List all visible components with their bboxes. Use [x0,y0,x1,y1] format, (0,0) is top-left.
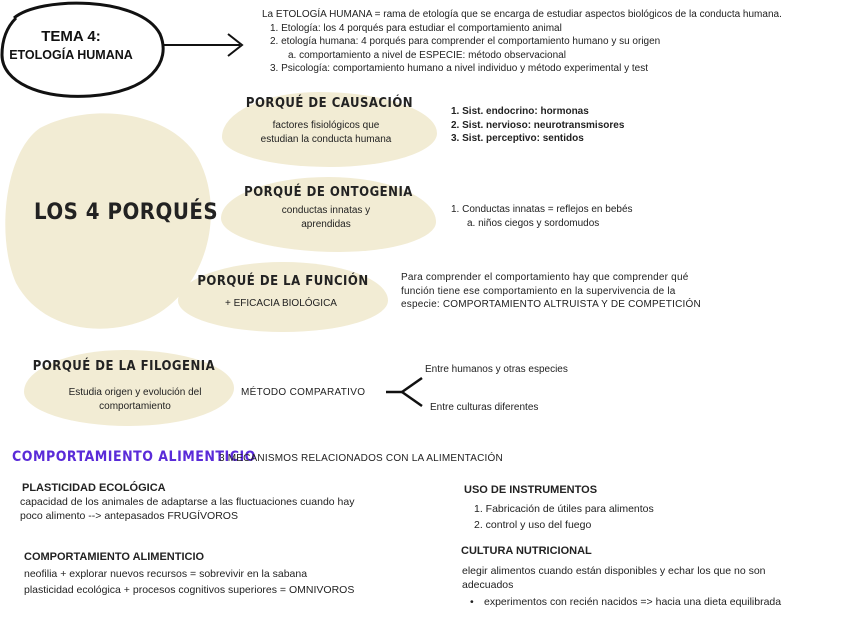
intro-block [262,8,842,76]
big-title: LOS 4 PORQUÉS [34,200,219,225]
causacion-item-1: 1. Sist. endocrino: hormonas [451,106,589,117]
fork-arrow-icon [384,372,428,410]
funcion-desc: + EFICACIA BIOLÓGICA [225,298,337,309]
instrumentos-title: USO DE INSTRUMENTOS [464,484,598,496]
causacion-item-3: 3. Sist. perceptivo: sentidos [451,133,584,144]
alimenticio-subtitle: 3 MECANISMOS RELACIONADOS CON LA ALIMENTACIÓN [219,453,503,464]
intro-item-2: 2. etología humana: 4 porqués para comprender el comportamiento humano y su origen [270,36,661,47]
funcion-text: Para comprender el comportamiento hay que comprender qué función tiene ese comportamiento en la supervivencia de la especie: COMPORTAMIENTO ALTRUISTA Y DE COMPETICIÓN [401,272,701,310]
ontogenia-item-1a: a. niños ciegos y sordomudos [467,217,600,229]
instrumentos-item-1: 1. Fabricación de útiles para alimentos [474,503,654,515]
cultura-title: CULTURA NUTRICIONAL [461,545,592,557]
ontogenia-list [451,203,633,230]
arrow-right-icon [162,30,248,60]
intro-item-1: 1. Etología: los 4 porqués para estudiar el comportamiento animal [270,22,562,34]
comportamiento-title: COMPORTAMIENTO ALIMENTICIO [24,551,205,563]
cultura-text: elegir alimentos cuando están disponibles y echar los que no son adecuados [462,565,766,591]
bullet-icon: • [470,596,474,608]
ontogenia-title: PORQUÉ DE ONTOGENIA [244,185,413,200]
intro-item-3: 3. Psicología: comportamiento humano a nivel individuo y método experimental y test [270,63,648,74]
intro-item-2a: a. comportamiento a nivel de ESPECIE: método observacional [288,49,566,61]
tema-label [0,27,142,65]
causacion-list [451,105,624,146]
instrumentos-item-2: 2. control y uso del fuego [474,519,592,531]
plasticidad-text: capacidad de los animales de adaptarse a las fluctuaciones cuando hay poco alimento --> antepasados FRUGÍVOROS [20,496,355,522]
filogenia-title: PORQUÉ DE LA FILOGENIA [32,359,216,374]
cultura-bullet-text: experimentos con recién nacidos => hacia una dieta equilibrada [484,596,782,608]
tema-line2: ETOLOGÍA HUMANA [9,48,133,62]
funcion-title: PORQUÉ DE LA FUNCIÓN [197,274,369,289]
comportamiento-line1: neofilia + explorar nuevos recursos = sobrevivir en la sabana [24,568,308,580]
causacion-title: PORQUÉ DE CAUSACIÓN [245,96,414,111]
causacion-item-2: 2. Sist. nervioso: neurotransmisores [451,119,625,131]
instrumentos-list [474,502,654,532]
intro-definition: La ETOLOGÍA HUMANA = rama de etología que se encarga de estudiar aspectos biológicos de la conducta humana. [262,9,782,20]
ontogenia-desc: conductas innatas y aprendidas [281,205,371,230]
cultura-bullet [470,595,800,609]
alimenticio-title: COMPORTAMIENTO ALIMENTICIO [12,449,256,465]
filogenia-method: MÉTODO COMPARATIVO [241,387,366,398]
filogenia-branch-1: Entre humanos y otras especies [425,364,568,375]
comportamiento-line2: plasticidad ecológica + procesos cognitivos superiores = OMNIVOROS [24,584,355,596]
tema-line1: TEMA 4: [41,28,101,45]
causacion-desc: factores fisiológicos que estudian la conducta humana [260,120,392,145]
ontogenia-item-1: 1. Conductas innatas = reflejos en bebés [451,204,633,215]
filogenia-branch-2: Entre culturas diferentes [430,402,539,413]
filogenia-desc: Estudia origen y evolución del comportamiento [68,387,202,412]
plasticidad-title: PLASTICIDAD ECOLÓGICA [22,482,166,494]
